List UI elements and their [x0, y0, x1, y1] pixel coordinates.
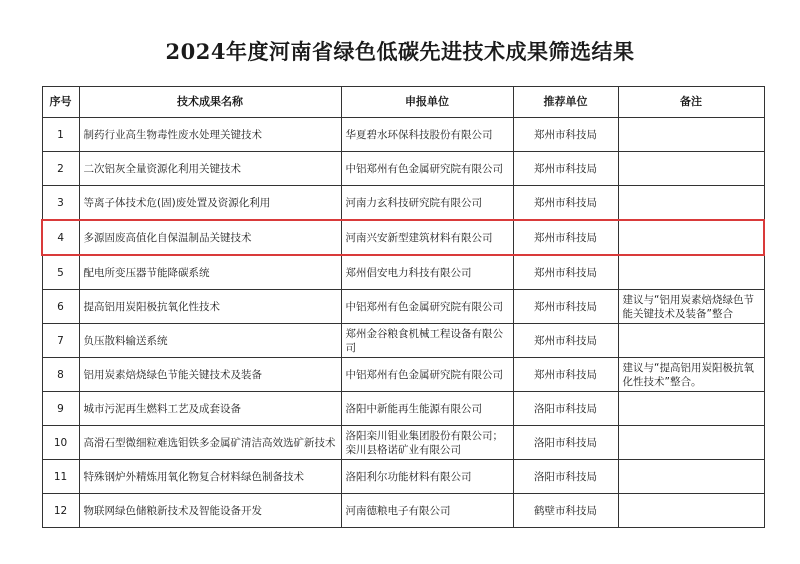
table-row	[42, 426, 764, 460]
cell-note	[618, 324, 764, 358]
cell-name: 多源固废高值化自保温制品关键技术	[79, 220, 341, 255]
header-name: 技术成果名称	[79, 87, 341, 118]
cell-recommender: 洛阳市科技局	[513, 460, 618, 494]
cell-applicant: 华夏碧水环保科技股份有限公司	[341, 118, 513, 152]
cell-applicant: 中铝郑州有色金属研究院有限公司	[341, 358, 513, 392]
table-row	[42, 255, 764, 290]
cell-note: 建议与“铝用炭素焙烧绿色节能关键技术及装备”整合	[618, 290, 764, 324]
cell-name: 负压散料输送系统	[79, 324, 341, 358]
cell-applicant: 中铝郑州有色金属研究院有限公司	[341, 152, 513, 186]
cell-no: 5	[42, 255, 79, 290]
table-row	[42, 220, 764, 255]
header-recommender: 推荐单位	[513, 87, 618, 118]
results-table	[41, 86, 765, 528]
document-title: 2024年度河南省绿色低碳先进技术成果筛选结果	[165, 39, 635, 64]
cell-note	[618, 220, 764, 255]
cell-no: 6	[42, 290, 79, 324]
cell-recommender: 郑州市科技局	[513, 324, 618, 358]
cell-note	[618, 152, 764, 186]
table-row	[42, 290, 764, 324]
cell-applicant: 洛阳栾川钼业集团股份有限公司；栾川县格诺矿业有限公司	[341, 426, 513, 460]
cell-no: 12	[42, 494, 79, 528]
cell-applicant: 洛阳中新能再生能源有限公司	[341, 392, 513, 426]
cell-name: 铝用炭素焙烧绿色节能关键技术及装备	[79, 358, 341, 392]
cell-note	[618, 186, 764, 221]
table-row	[42, 460, 764, 494]
cell-name: 二次铝灰全量资源化利用关键技术	[79, 152, 341, 186]
header-no: 序号	[42, 87, 79, 118]
cell-name: 物联网绿色储粮新技术及智能设备开发	[79, 494, 341, 528]
cell-applicant: 郑州金谷粮食机械工程设备有限公司	[341, 324, 513, 358]
table-header-row	[42, 87, 764, 118]
cell-note	[618, 118, 764, 152]
cell-note: 建议与“提高铝用炭阳极抗氧化性技术”整合。	[618, 358, 764, 392]
cell-applicant: 郑州倡安电力科技有限公司	[341, 255, 513, 290]
cell-recommender: 郑州市科技局	[513, 186, 618, 221]
cell-name: 提高铝用炭阳极抗氧化性技术	[79, 290, 341, 324]
cell-applicant: 河南德粮电子有限公司	[341, 494, 513, 528]
cell-recommender: 郑州市科技局	[513, 220, 618, 255]
cell-applicant: 河南兴安新型建筑材料有限公司	[341, 220, 513, 255]
cell-recommender: 郑州市科技局	[513, 358, 618, 392]
cell-no: 4	[42, 220, 79, 255]
cell-applicant: 河南力玄科技研究院有限公司	[341, 186, 513, 221]
cell-name: 配电所变压器节能降碳系统	[79, 255, 341, 290]
cell-recommender: 郑州市科技局	[513, 255, 618, 290]
cell-no: 10	[42, 426, 79, 460]
cell-name: 等离子体技术危(固)废处置及资源化利用	[79, 186, 341, 221]
cell-name: 城市污泥再生燃料工艺及成套设备	[79, 392, 341, 426]
cell-note	[618, 392, 764, 426]
cell-recommender: 郑州市科技局	[513, 290, 618, 324]
cell-no: 8	[42, 358, 79, 392]
cell-recommender: 郑州市科技局	[513, 118, 618, 152]
cell-no: 3	[42, 186, 79, 221]
cell-no: 11	[42, 460, 79, 494]
cell-applicant: 中铝郑州有色金属研究院有限公司	[341, 290, 513, 324]
cell-name: 制药行业高生物毒性废水处理关键技术	[79, 118, 341, 152]
header-applicant: 申报单位	[341, 87, 513, 118]
header-note: 备注	[618, 87, 764, 118]
cell-recommender: 鹤壁市科技局	[513, 494, 618, 528]
cell-no: 1	[42, 118, 79, 152]
cell-applicant: 洛阳利尔功能材料有限公司	[341, 460, 513, 494]
cell-recommender: 郑州市科技局	[513, 152, 618, 186]
cell-no: 7	[42, 324, 79, 358]
table-row	[42, 358, 764, 392]
table-row	[42, 186, 764, 221]
cell-no: 2	[42, 152, 79, 186]
cell-name: 特殊钢炉外精炼用氧化物复合材料绿色制备技术	[79, 460, 341, 494]
table-row	[42, 324, 764, 358]
table-row	[42, 494, 764, 528]
table-row	[42, 118, 764, 152]
cell-note	[618, 255, 764, 290]
cell-note	[618, 494, 764, 528]
table-row	[42, 392, 764, 426]
cell-name: 高滑石型微细粒难选钼铁多金属矿清洁高效选矿新技术	[79, 426, 341, 460]
cell-note	[618, 460, 764, 494]
cell-recommender: 洛阳市科技局	[513, 392, 618, 426]
cell-note	[618, 426, 764, 460]
table-row	[42, 152, 764, 186]
cell-recommender: 洛阳市科技局	[513, 426, 618, 460]
cell-no: 9	[42, 392, 79, 426]
